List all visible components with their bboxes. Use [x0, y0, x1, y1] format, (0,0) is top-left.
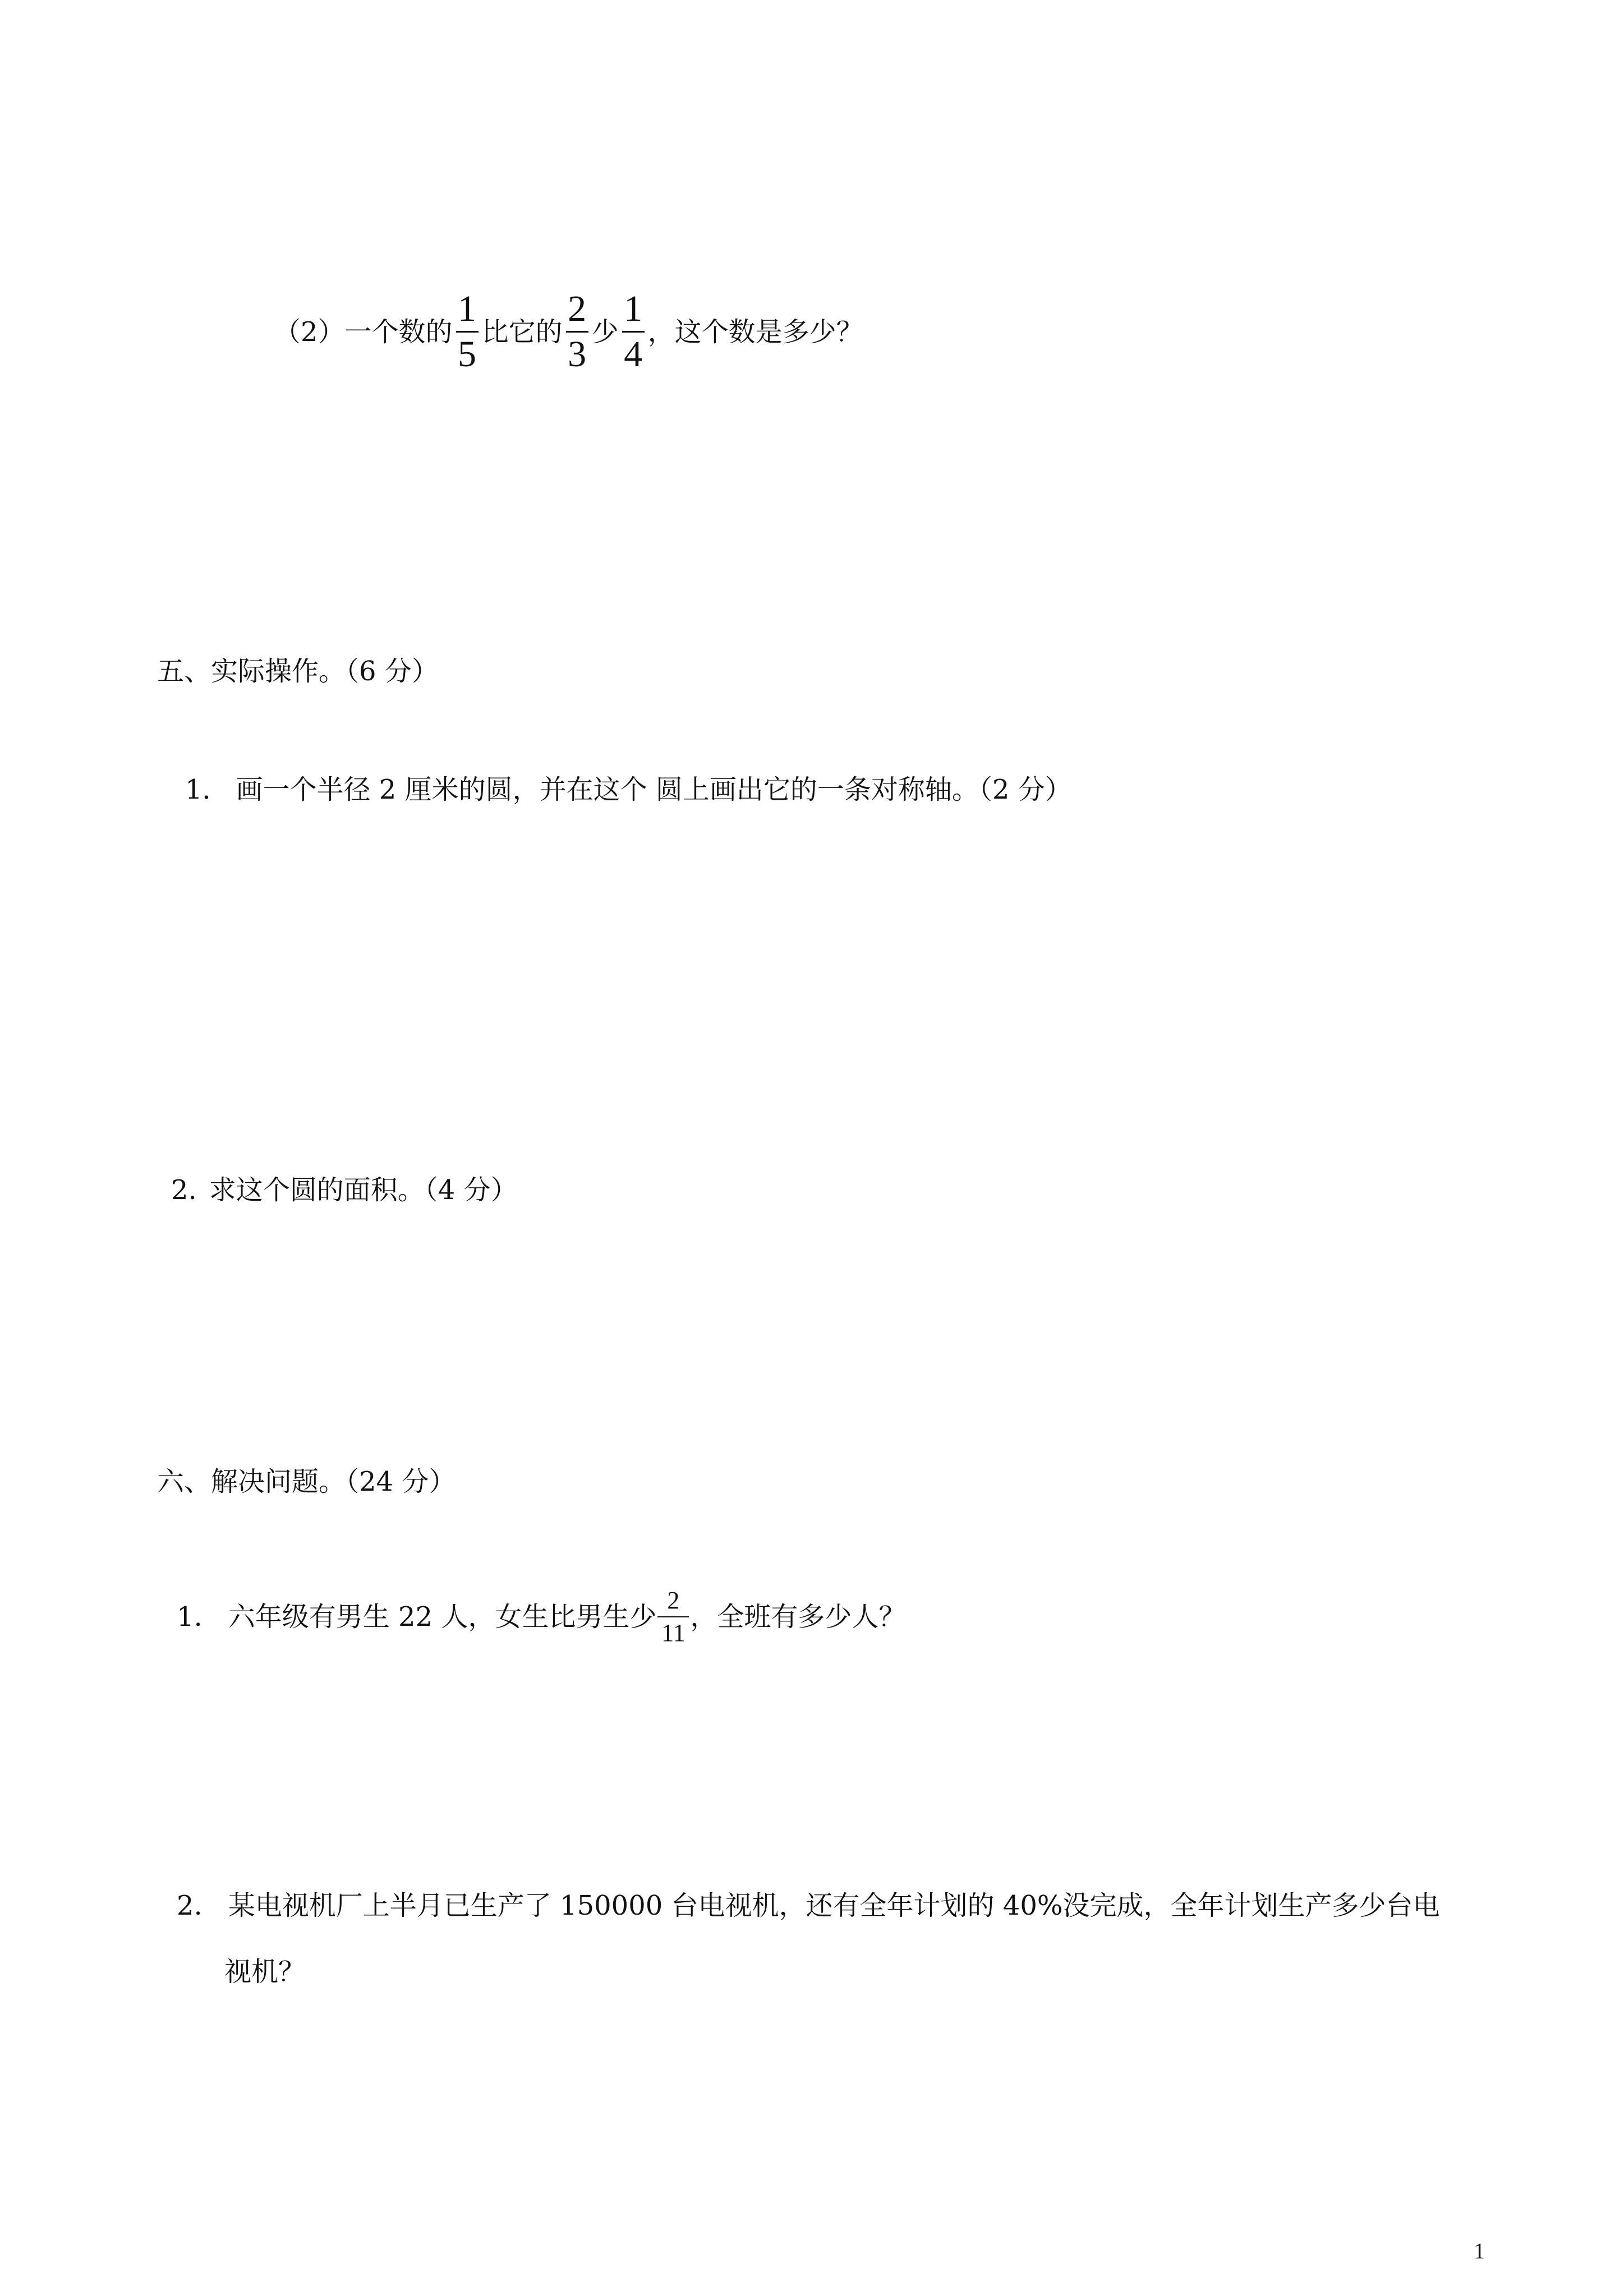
fraction-bar [657, 1616, 689, 1617]
fraction-denominator: 3 [568, 334, 587, 375]
section-6-question-1 [177, 1588, 905, 1645]
item-number: 1. [177, 1601, 203, 1633]
item-number: 1． [185, 774, 229, 805]
question-1-suffix: ，全班有多少人？ [690, 1601, 906, 1633]
item-number: 2. [171, 1174, 197, 1206]
fraction-denominator: 4 [624, 334, 643, 375]
item-text: 画一个半径 2 厘米的圆，并在这个 圆上画出它的一条对称轴。（2 分） [236, 774, 1072, 805]
section-6-question-2-line-2: 视机？ [224, 1956, 306, 1988]
fraction-1-5 [456, 288, 479, 375]
fraction-numerator: 2 [568, 288, 587, 329]
fraction-numerator: 1 [458, 288, 477, 329]
fraction-denominator: 5 [458, 334, 477, 375]
section-6-title: 六、解决问题。（24 分） [157, 1466, 456, 1497]
question-4-2-prefix: （2）一个数的 [274, 316, 453, 348]
fraction-2-3 [566, 288, 588, 375]
fraction-1-4 [622, 288, 645, 375]
fraction-bar [622, 331, 645, 333]
fraction-2-11 [657, 1588, 689, 1645]
section-5-item-2 [171, 1173, 518, 1207]
section-5-title: 五、实际操作。（6 分） [157, 656, 439, 687]
item-number: 2. [177, 1890, 203, 1921]
item-text: 求这个圆的面积。（4 分） [209, 1174, 518, 1206]
section-5-item-1 [185, 773, 1072, 806]
fraction-numerator: 2 [667, 1587, 680, 1614]
fraction-bar [456, 331, 479, 333]
question-2-text-line-1: 某电视机厂上半月已生产了 150000 台电视机，还有全年计划的 40%没完成，全年计划生产多少台电 [228, 1890, 1440, 1921]
question-1-prefix: 六年级有男生 22 人，女生比男生少 [228, 1601, 657, 1633]
page-number: 1 [1474, 2238, 1485, 2263]
fraction-numerator: 1 [624, 288, 643, 329]
question-4-2 [274, 288, 863, 375]
question-4-2-mid1: 比它的 [481, 316, 563, 348]
fraction-denominator: 11 [661, 1619, 686, 1647]
question-4-2-mid2: 少 [591, 316, 619, 348]
question-4-2-suffix: ，这个数是多少？ [647, 316, 863, 348]
section-6-question-2-line-1 [177, 1889, 1440, 1922]
fraction-bar [566, 331, 588, 333]
